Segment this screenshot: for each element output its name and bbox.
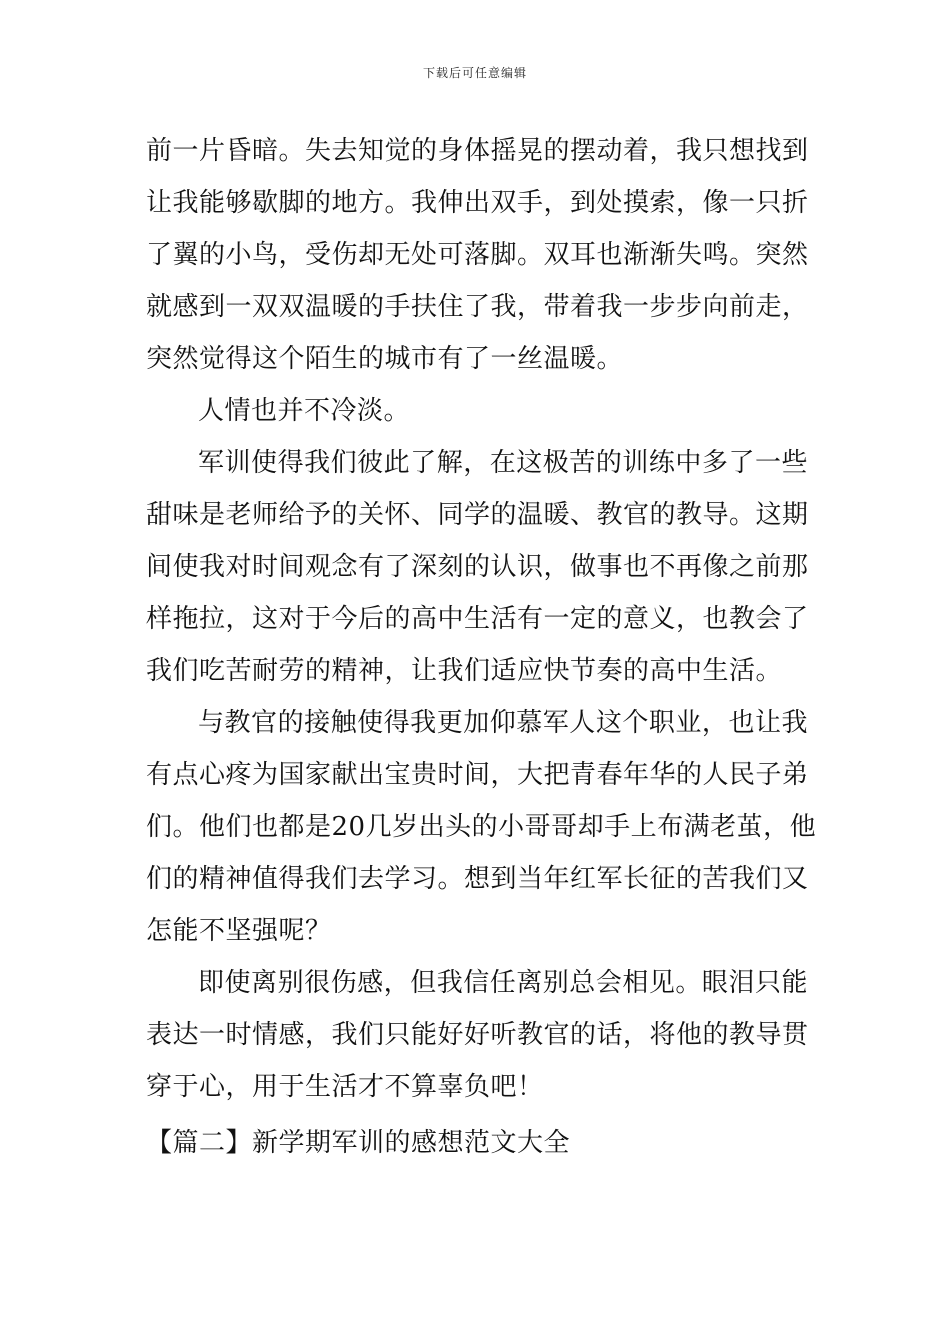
text-line: 穿于心，用于生活才不算辜负吧！: [146, 1072, 544, 1102]
paragraph: [146, 437, 808, 697]
text-line: 前一片昏暗。失去知觉的身体摇晃的摆动着，我只想找到: [146, 136, 809, 166]
section-heading: 【篇二】新学期军训的感想范文大全: [146, 1128, 571, 1158]
text-line: 怎能不坚强呢？: [146, 916, 332, 946]
text-line: 我们吃苦耐劳的精神，让我们适应快节奏的高中生活。: [146, 656, 783, 686]
text-line: 与教官的接触使得我更加仰慕军人这个职业，也让我: [198, 708, 808, 738]
text-line: 了翼的小鸟，受伤却无处可落脚。双耳也渐渐失鸣。突然: [146, 240, 809, 270]
text-line: 们的精神值得我们去学习。想到当年红军长征的苦我们又: [146, 864, 809, 894]
text-line: 突然觉得这个陌生的城市有了一丝温暖。: [146, 344, 624, 374]
text-line: 有点心疼为国家献出宝贵时间，大把青春年华的人民子弟: [146, 760, 809, 790]
text-line: 间使我对时间观念有了深刻的认识，做事也不再像之前那: [146, 552, 809, 582]
page-header-note: 下载后可任意编辑: [422, 66, 527, 80]
paragraph: [146, 957, 808, 1113]
paragraph: [146, 385, 808, 437]
document-body: [146, 125, 817, 1113]
paragraph: [146, 697, 817, 957]
text-line: 让我能够歇脚的地方。我伸出双手，到处摸索，像一只折: [146, 188, 809, 218]
text-line: 人情也并不冷淡。: [198, 396, 411, 426]
text-line: 就感到一双双温暖的手扶住了我，带着我一步步向前走，: [146, 292, 809, 322]
paragraph-continuation: [146, 125, 808, 385]
text-line: 表达一时情感，我们只能好好听教官的话，将他的教导贯: [146, 1020, 809, 1050]
text-line: 样拖拉，这对于今后的高中生活有一定的意义，也教会了: [146, 604, 809, 634]
text-line: 们。他们也都是20几岁出头的小哥哥却手上布满老茧，他: [146, 812, 817, 842]
text-line: 即使离别很伤感，但我信任离别总会相见。眼泪只能: [198, 968, 808, 998]
text-line: 军训使得我们彼此了解，在这极苦的训练中多了一些: [198, 448, 808, 478]
text-line: 甜味是老师给予的关怀、同学的温暖、教官的教导。这期: [146, 500, 809, 530]
